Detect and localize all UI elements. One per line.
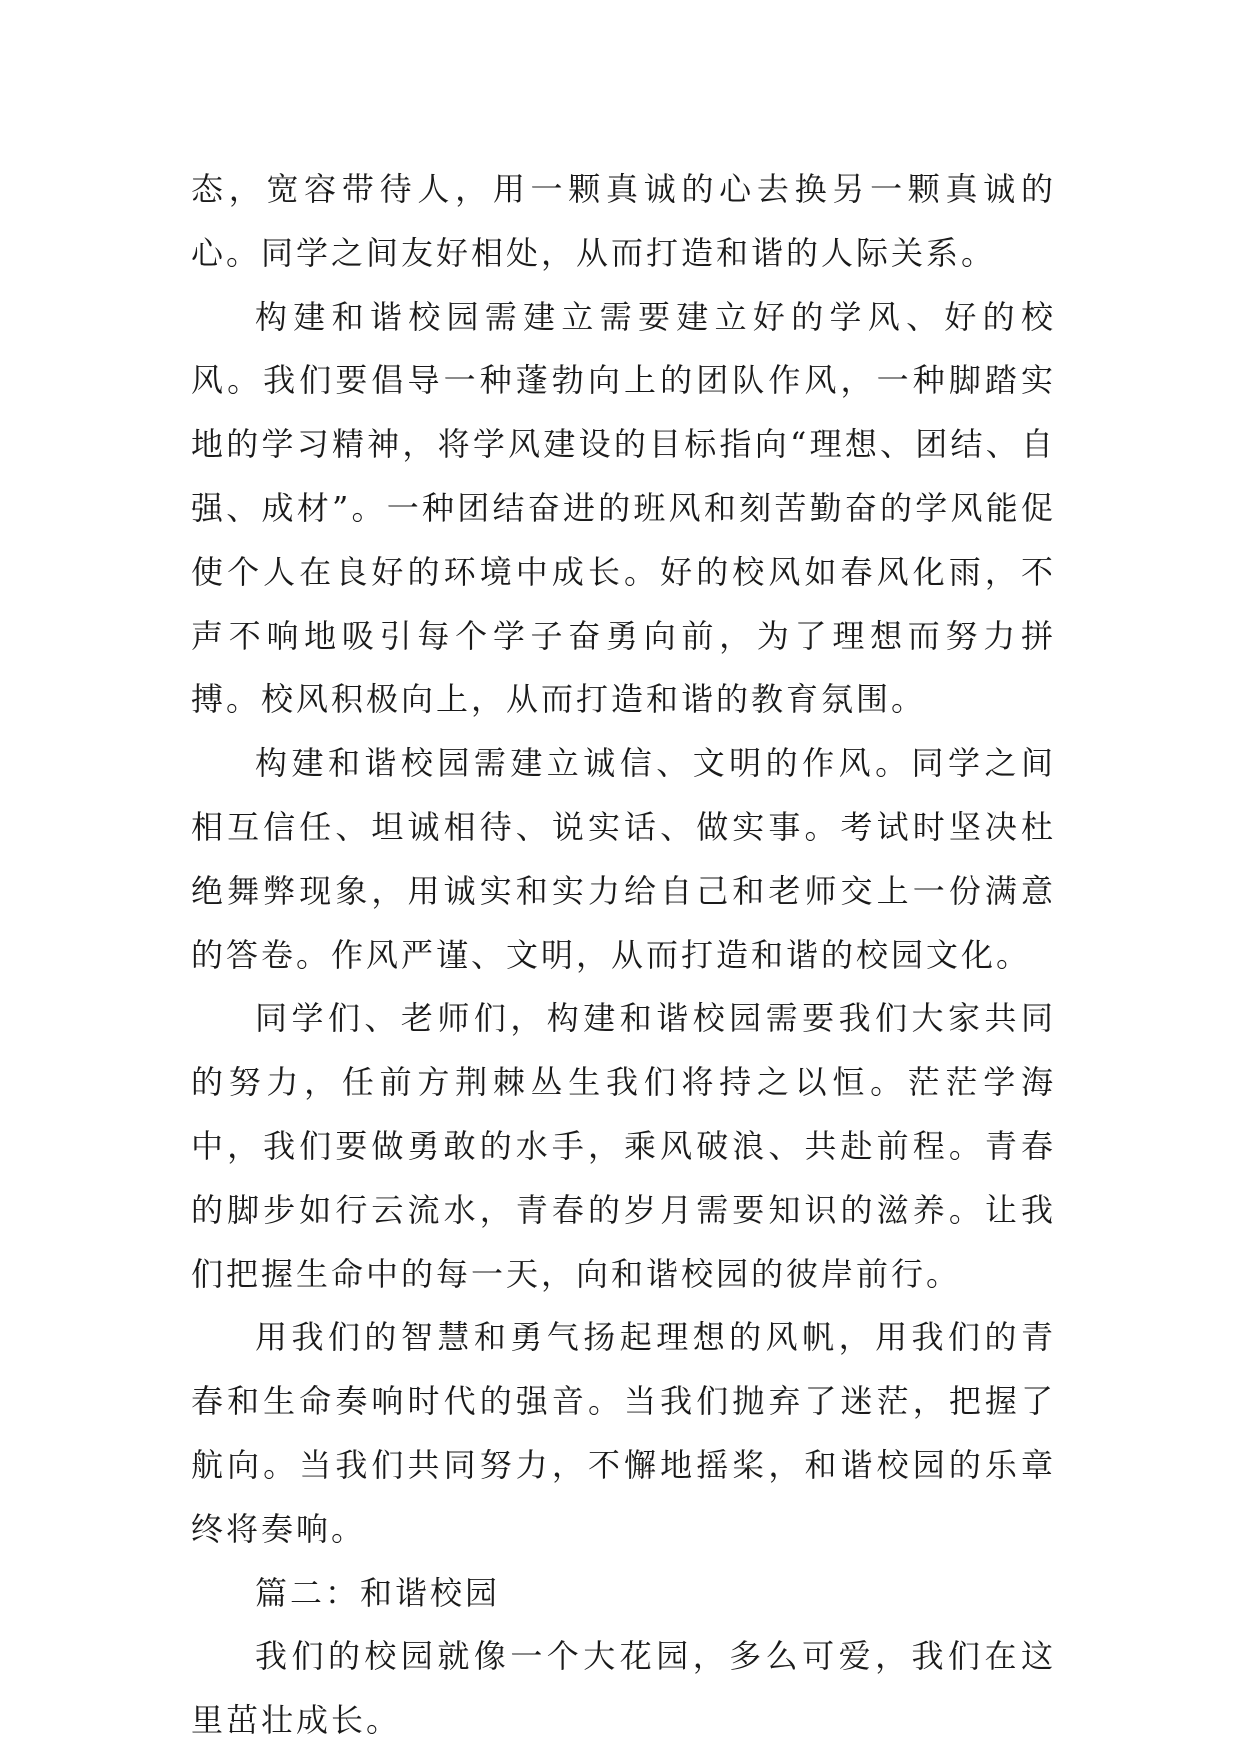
document-body <box>191 158 1056 1753</box>
paragraph-2: 构建和谐校园需建立需要建立好的学风、好的校风。我们要倡导一种蓬勃向上的团队作风，一种脚踏实地的学习精神，将学风建设的目标指向“理想、团结、自强、成材”。一种团结奋进的班风和刻苦勤奋的学风能促使个人在良好的环境中成长。好的校风如春风化雨，不声不响地吸引每个学子奋勇向前，为了理想而努力拼搏。校风积极向上，从而打造和谐的教育氛围。 <box>191 297 1056 719</box>
paragraph-6: 我们的校园就像一个大花园，多么可爱，我们在这里茁壮成长。 <box>191 1637 1056 1740</box>
section-heading: 篇二：和谐校园 <box>255 1573 501 1612</box>
paragraph-1: 态，宽容带待人，用一颗真诚的心去换另一颗真诚的心。同学之间友好相处，从而打造和谐的人际关系。 <box>191 170 1056 272</box>
paragraph-5: 用我们的智慧和勇气扬起理想的风帆，用我们的青春和生命奏响时代的强音。当我们抛弃了迷茫，把握了航向。当我们共同努力，不懈地摇桨，和谐校园的乐章终将奏响。 <box>191 1318 1056 1548</box>
paragraph-3: 构建和谐校园需建立诚信、文明的作风。同学之间相互信任、坦诚相待、说实话、做实事。考试时坚决杜绝舞弊现象，用诚实和实力给自己和老师交上一份满意的答卷。作风严谨、文明，从而打造和谐的校园文化。 <box>191 744 1056 974</box>
paragraph-4: 同学们、老师们，构建和谐校园需要我们大家共同的努力，任前方荆棘丛生我们将持之以恒。茫茫学海中，我们要做勇敢的水手，乘风破浪、共赴前程。青春的脚步如行云流水，青春的岁月需要知识的滋养。让我们把握生命中的每一天，向和谐校园的彼岸前行。 <box>191 999 1056 1293</box>
